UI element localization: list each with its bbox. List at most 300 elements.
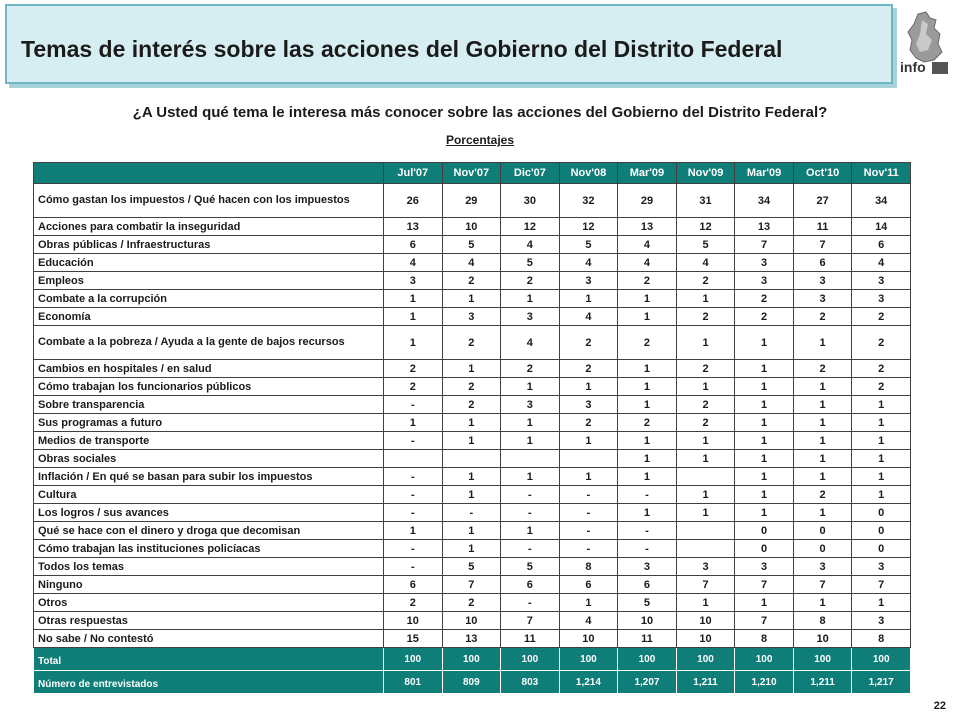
table-cell: -: [384, 486, 443, 504]
table-cell: 1: [676, 378, 735, 396]
table-cell: 10: [793, 630, 852, 648]
table-cell: 13: [442, 630, 501, 648]
table-cell: -: [442, 504, 501, 522]
table-cell: 2: [559, 360, 618, 378]
table-cell: 4: [852, 254, 911, 272]
row-label: Cómo gastan los impuestos / Qué hacen con los impuestos: [34, 184, 384, 218]
table-cell: 5: [501, 254, 560, 272]
table-cell: 2: [442, 326, 501, 360]
table-cell: 1: [442, 468, 501, 486]
table-cell: 0: [793, 522, 852, 540]
table-row: [34, 308, 911, 326]
table-cell: 0: [852, 540, 911, 558]
table-cell: 1: [793, 378, 852, 396]
table-cell: [676, 522, 735, 540]
table-row: [34, 378, 911, 396]
interviewees-row-cell: 1,214: [559, 671, 618, 694]
table-cell: -: [559, 486, 618, 504]
table-cell: 2: [442, 594, 501, 612]
table-row: [34, 360, 911, 378]
table-cell: 1: [384, 290, 443, 308]
table-cell: 14: [852, 218, 911, 236]
table-cell: 6: [618, 576, 677, 594]
table-row: [34, 558, 911, 576]
total-row-cell: 100: [501, 648, 560, 671]
table-cell: 1: [735, 360, 794, 378]
table-cell: 6: [501, 576, 560, 594]
table-cell: 1: [442, 540, 501, 558]
table-cell: 13: [618, 218, 677, 236]
table-cell: -: [501, 486, 560, 504]
table-cell: 1: [442, 486, 501, 504]
table-cell: 3: [793, 558, 852, 576]
table-cell: 3: [618, 558, 677, 576]
table-cell: 12: [501, 218, 560, 236]
units-label: Porcentajes: [445, 133, 515, 147]
table-cell: 15: [384, 630, 443, 648]
table-cell: 2: [852, 378, 911, 396]
total-row-label: Total: [34, 648, 384, 671]
table-cell: 1: [559, 432, 618, 450]
row-label: Ninguno: [34, 576, 384, 594]
table-row: [34, 630, 911, 648]
interviewees-row: [34, 671, 911, 694]
row-label: Educación: [34, 254, 384, 272]
table-row: [34, 450, 911, 468]
table-row: [34, 540, 911, 558]
table-cell: 8: [793, 612, 852, 630]
table-cell: 2: [442, 272, 501, 290]
table-cell: 34: [735, 184, 794, 218]
table-cell: [384, 450, 443, 468]
table-cell: 8: [559, 558, 618, 576]
table-cell: 1: [559, 378, 618, 396]
table-cell: 1: [442, 360, 501, 378]
row-label: Sobre transparencia: [34, 396, 384, 414]
table-cell: 2: [501, 360, 560, 378]
table-cell: 3: [559, 272, 618, 290]
table-cell: 1: [618, 378, 677, 396]
table-cell: 1: [618, 396, 677, 414]
row-label: Cultura: [34, 486, 384, 504]
table-cell: 1: [676, 290, 735, 308]
table-cell: 3: [852, 612, 911, 630]
table-cell: 5: [442, 236, 501, 254]
table-cell: -: [384, 468, 443, 486]
table-cell: 3: [676, 558, 735, 576]
table-cell: 1: [501, 432, 560, 450]
table-cell: 2: [793, 308, 852, 326]
table-cell: 1: [501, 378, 560, 396]
total-row-cell: 100: [852, 648, 911, 671]
table-cell: 6: [384, 236, 443, 254]
row-label: Cómo trabajan las instituciones policíacas: [34, 540, 384, 558]
table-cell: 1: [852, 396, 911, 414]
table-cell: 1: [501, 468, 560, 486]
table-cell: 1: [618, 468, 677, 486]
table-cell: 4: [559, 308, 618, 326]
table-cell: 1: [735, 396, 794, 414]
table-cell: [676, 468, 735, 486]
row-label: Otros: [34, 594, 384, 612]
table-cell: -: [559, 504, 618, 522]
table-cell: 1: [735, 326, 794, 360]
table-cell: 1: [676, 504, 735, 522]
table-cell: 2: [442, 396, 501, 414]
table-cell: 27: [793, 184, 852, 218]
table-cell: 1: [618, 504, 677, 522]
table-cell: -: [384, 504, 443, 522]
table-cell: 1: [618, 432, 677, 450]
table-cell: 4: [559, 254, 618, 272]
table-cell: 1: [793, 504, 852, 522]
table-cell: 2: [384, 378, 443, 396]
total-row-cell: 100: [618, 648, 677, 671]
row-label: Qué se hace con el dinero y droga que decomisan: [34, 522, 384, 540]
table-row: [34, 432, 911, 450]
table-cell: 1: [676, 594, 735, 612]
column-header: Jul'07: [384, 163, 443, 184]
total-row-cell: 100: [384, 648, 443, 671]
page-title: Temas de interés sobre las acciones del Gobierno del Distrito Federal: [21, 36, 783, 62]
table-cell: [559, 450, 618, 468]
table-cell: 26: [384, 184, 443, 218]
table-cell: 30: [501, 184, 560, 218]
table-cell: 1: [793, 594, 852, 612]
table-cell: -: [559, 540, 618, 558]
table-cell: 1: [442, 432, 501, 450]
table-cell: 1: [793, 414, 852, 432]
table-cell: 3: [735, 272, 794, 290]
table-cell: 3: [852, 272, 911, 290]
table-cell: 3: [384, 272, 443, 290]
table-cell: 7: [442, 576, 501, 594]
table-header-row: [34, 163, 911, 184]
table-cell: [676, 540, 735, 558]
table-cell: 1: [852, 450, 911, 468]
table-cell: 3: [501, 396, 560, 414]
table-cell: 1: [735, 468, 794, 486]
row-label: Obras públicas / Infraestructuras: [34, 236, 384, 254]
table-cell: 1: [852, 468, 911, 486]
table-cell: -: [384, 396, 443, 414]
table-cell: 1: [676, 486, 735, 504]
table-cell: 13: [384, 218, 443, 236]
row-label: Inflación / En qué se basan para subir los impuestos: [34, 468, 384, 486]
table-cell: 1: [735, 594, 794, 612]
table-cell: 7: [501, 612, 560, 630]
table-cell: 1: [735, 504, 794, 522]
table-cell: 6: [559, 576, 618, 594]
table-cell: 2: [852, 308, 911, 326]
table-cell: 5: [442, 558, 501, 576]
table-cell: 2: [676, 272, 735, 290]
table-cell: 1: [559, 468, 618, 486]
table-cell: -: [384, 432, 443, 450]
table-cell: 2: [676, 396, 735, 414]
interviewees-row-cell: 1,207: [618, 671, 677, 694]
column-header: Mar'09: [618, 163, 677, 184]
table-cell: 2: [676, 308, 735, 326]
column-header: Nov'09: [676, 163, 735, 184]
table-cell: 0: [735, 540, 794, 558]
table-cell: 8: [852, 630, 911, 648]
table-row: [34, 594, 911, 612]
table-cell: 2: [676, 414, 735, 432]
interviewees-row-cell: 1,217: [852, 671, 911, 694]
table-cell: 6: [384, 576, 443, 594]
table-cell: 4: [618, 254, 677, 272]
table-cell: -: [384, 540, 443, 558]
table-row: [34, 504, 911, 522]
topics-table: [33, 162, 911, 694]
table-cell: 1: [501, 522, 560, 540]
table-cell: 34: [852, 184, 911, 218]
table-cell: 5: [559, 236, 618, 254]
table-cell: 1: [618, 450, 677, 468]
total-row-cell: 100: [559, 648, 618, 671]
table-cell: 1: [852, 486, 911, 504]
total-row-cell: 100: [735, 648, 794, 671]
table-cell: 1: [501, 414, 560, 432]
table-cell: 0: [852, 504, 911, 522]
table-row: [34, 396, 911, 414]
table-cell: 3: [793, 290, 852, 308]
column-header: Oct'10: [793, 163, 852, 184]
table-cell: 4: [676, 254, 735, 272]
table-row: [34, 612, 911, 630]
table-cell: 1: [384, 522, 443, 540]
table-row: [34, 272, 911, 290]
table-cell: 8: [735, 630, 794, 648]
table-cell: 2: [793, 486, 852, 504]
table-cell: 3: [852, 558, 911, 576]
row-label: Cómo trabajan los funcionarios públicos: [34, 378, 384, 396]
column-header: Nov'08: [559, 163, 618, 184]
table-cell: 3: [735, 254, 794, 272]
table-row: [34, 254, 911, 272]
table-cell: 3: [793, 272, 852, 290]
column-header: Nov'11: [852, 163, 911, 184]
table-cell: 5: [676, 236, 735, 254]
table-cell: 3: [559, 396, 618, 414]
table-cell: 7: [793, 576, 852, 594]
table-cell: 7: [735, 576, 794, 594]
column-header: Dic'07: [501, 163, 560, 184]
table-cell: 4: [384, 254, 443, 272]
column-header: Mar'09: [735, 163, 794, 184]
table-cell: 1: [384, 326, 443, 360]
table-row: [34, 218, 911, 236]
table-cell: 7: [735, 612, 794, 630]
table-cell: 1: [676, 432, 735, 450]
table-cell: 5: [501, 558, 560, 576]
table-row: [34, 184, 911, 218]
total-row-cell: 100: [676, 648, 735, 671]
table-cell: 2: [735, 308, 794, 326]
table-cell: -: [384, 558, 443, 576]
table-cell: -: [618, 486, 677, 504]
page-number: 22: [933, 700, 946, 712]
table-cell: 1: [852, 414, 911, 432]
table-cell: 10: [559, 630, 618, 648]
table-cell: 1: [793, 450, 852, 468]
row-label: Empleos: [34, 272, 384, 290]
table-cell: 3: [442, 308, 501, 326]
table-cell: 2: [618, 414, 677, 432]
table-cell: 1: [559, 594, 618, 612]
table-cell: 1: [384, 308, 443, 326]
table-cell: -: [559, 522, 618, 540]
info-logo: [896, 10, 952, 78]
table-cell: 4: [501, 236, 560, 254]
column-header: Nov'07: [442, 163, 501, 184]
table-cell: 10: [384, 612, 443, 630]
table-cell: 10: [442, 612, 501, 630]
table-row: [34, 236, 911, 254]
table-cell: 1: [501, 290, 560, 308]
table-cell: -: [618, 540, 677, 558]
table-cell: 12: [559, 218, 618, 236]
row-label: Combate a la pobreza / Ayuda a la gente de bajos recursos: [34, 326, 384, 360]
table-cell: 10: [618, 612, 677, 630]
table-cell: 1: [735, 486, 794, 504]
table-cell: 7: [793, 236, 852, 254]
interviewees-row-label: Número de entrevistados: [34, 671, 384, 694]
table-cell: 1: [442, 522, 501, 540]
table-cell: 10: [676, 630, 735, 648]
table-cell: 1: [793, 432, 852, 450]
survey-question: ¿A Usted qué tema le interesa más conocer sobre las acciones del Gobierno del Distrito Federal?: [132, 104, 828, 121]
row-label: Obras sociales: [34, 450, 384, 468]
table-cell: 7: [852, 576, 911, 594]
header-blank: [34, 163, 384, 184]
table-row: [34, 414, 911, 432]
interviewees-row-cell: 1,211: [676, 671, 735, 694]
table-cell: 10: [676, 612, 735, 630]
row-label: Medios de transporte: [34, 432, 384, 450]
table-row: [34, 290, 911, 308]
table-cell: 1: [676, 326, 735, 360]
table-cell: [442, 450, 501, 468]
table-cell: 11: [618, 630, 677, 648]
table-cell: 2: [735, 290, 794, 308]
table-cell: 1: [735, 378, 794, 396]
table-cell: 6: [852, 236, 911, 254]
table-cell: 4: [618, 236, 677, 254]
table-cell: 29: [618, 184, 677, 218]
row-label: No sabe / No contestó: [34, 630, 384, 648]
table-row: [34, 326, 911, 360]
table-cell: 4: [442, 254, 501, 272]
total-row-cell: 100: [442, 648, 501, 671]
table-cell: 32: [559, 184, 618, 218]
table-cell: 1: [793, 326, 852, 360]
table-cell: 5: [618, 594, 677, 612]
table-cell: -: [501, 540, 560, 558]
table-cell: 1: [735, 450, 794, 468]
table-cell: 7: [676, 576, 735, 594]
interviewees-row-cell: 809: [442, 671, 501, 694]
table-cell: 6: [793, 254, 852, 272]
table-cell: 3: [501, 308, 560, 326]
row-label: Combate a la corrupción: [34, 290, 384, 308]
table-cell: 7: [735, 236, 794, 254]
total-row-cell: 100: [793, 648, 852, 671]
table-row: [34, 486, 911, 504]
table-cell: 1: [442, 414, 501, 432]
table-cell: 29: [442, 184, 501, 218]
table-cell: 2: [559, 326, 618, 360]
table-cell: 1: [852, 594, 911, 612]
table-cell: 2: [618, 272, 677, 290]
table-cell: 2: [501, 272, 560, 290]
table-cell: 1: [852, 432, 911, 450]
total-row: [34, 648, 911, 671]
table-cell: -: [618, 522, 677, 540]
logo-text: info: [900, 59, 926, 75]
table-cell: 2: [618, 326, 677, 360]
table-cell: 4: [501, 326, 560, 360]
table-cell: 12: [676, 218, 735, 236]
table-cell: 1: [793, 468, 852, 486]
table-cell: 1: [618, 308, 677, 326]
table-cell: 2: [442, 378, 501, 396]
table-cell: 1: [384, 414, 443, 432]
table-cell: 1: [735, 432, 794, 450]
table-cell: -: [501, 504, 560, 522]
row-label: Acciones para combatir la inseguridad: [34, 218, 384, 236]
interviewees-row-cell: 801: [384, 671, 443, 694]
interviewees-row-cell: 1,211: [793, 671, 852, 694]
table-cell: 1: [676, 450, 735, 468]
table-cell: 1: [559, 290, 618, 308]
row-label: Otras respuestas: [34, 612, 384, 630]
table-cell: 1: [618, 290, 677, 308]
table-cell: 4: [559, 612, 618, 630]
table-cell: 31: [676, 184, 735, 218]
row-label: Todos los temas: [34, 558, 384, 576]
table-cell: 0: [852, 522, 911, 540]
table-cell: 1: [442, 290, 501, 308]
table-cell: 11: [501, 630, 560, 648]
table-cell: [501, 450, 560, 468]
table-cell: 1: [793, 396, 852, 414]
row-label: Sus programas a futuro: [34, 414, 384, 432]
table-cell: 1: [735, 414, 794, 432]
table-cell: -: [501, 594, 560, 612]
table-row: [34, 576, 911, 594]
table-cell: 2: [793, 360, 852, 378]
table-cell: 2: [559, 414, 618, 432]
row-label: Economía: [34, 308, 384, 326]
interviewees-row-cell: 803: [501, 671, 560, 694]
table-cell: 3: [852, 290, 911, 308]
table-row: [34, 468, 911, 486]
table-cell: 3: [735, 558, 794, 576]
table-cell: 10: [442, 218, 501, 236]
table-cell: 2: [384, 594, 443, 612]
table-cell: 1: [618, 360, 677, 378]
title-banner: [5, 4, 893, 84]
row-label: Los logros / sus avances: [34, 504, 384, 522]
table-cell: 0: [793, 540, 852, 558]
table-cell: 11: [793, 218, 852, 236]
table-cell: 2: [676, 360, 735, 378]
table-row: [34, 522, 911, 540]
table-cell: 2: [384, 360, 443, 378]
interviewees-row-cell: 1,210: [735, 671, 794, 694]
